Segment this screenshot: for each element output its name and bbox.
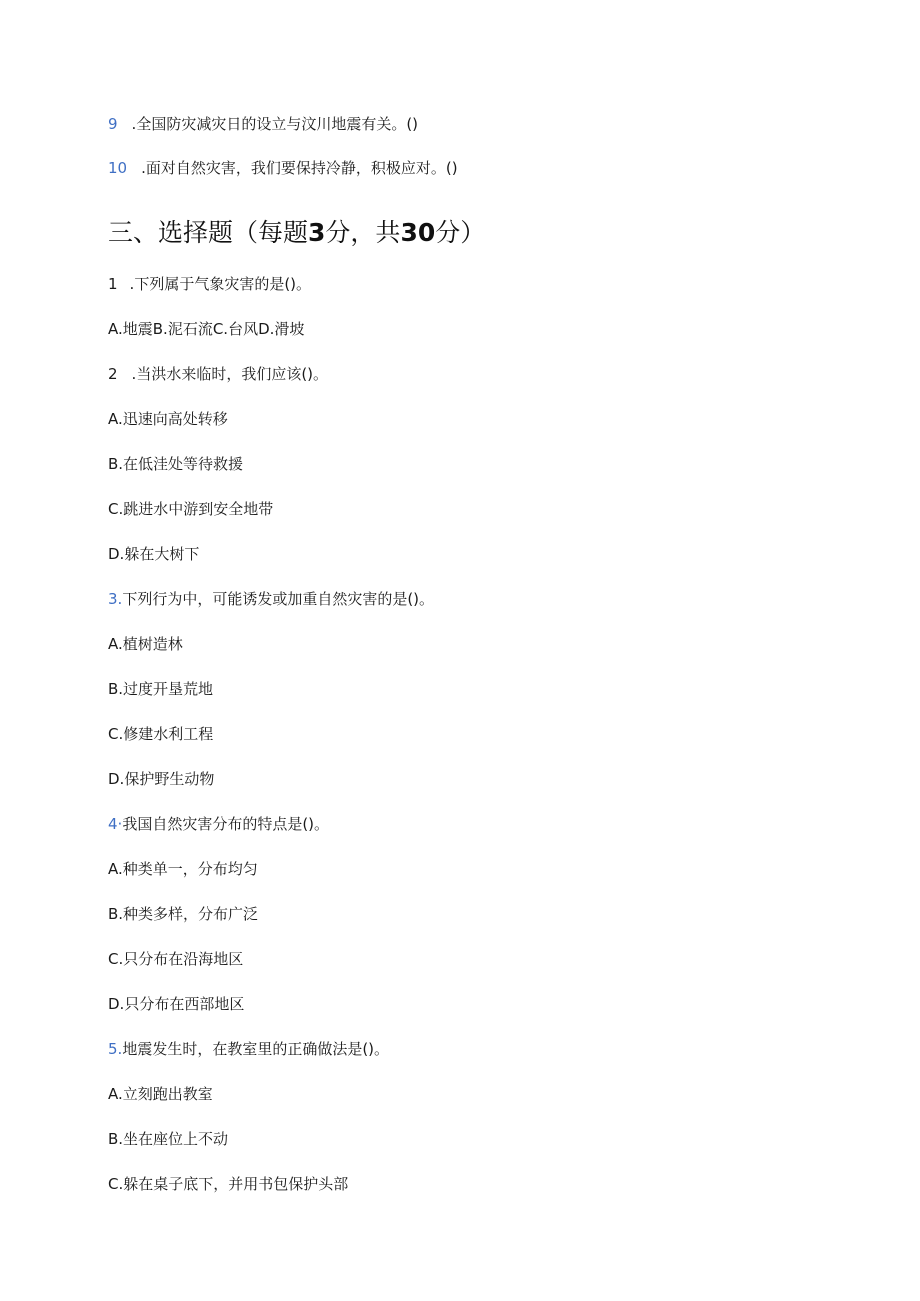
question-option: C.躲在桌子底下，并用书包保护头部 — [108, 1175, 349, 1193]
section-title: 三、选择题（每题3分，共30分） — [108, 218, 486, 247]
question-option: A.迅速向高处转移 — [108, 410, 228, 428]
judgement-item-9 — [108, 114, 418, 134]
question-text: 我国自然灾害分布的特点是()。 — [122, 815, 330, 833]
question-option: D.躲在大树下 — [108, 545, 200, 563]
question-option: B.种类多样，分布广泛 — [108, 905, 259, 923]
question-option: B.过度开垦荒地 — [108, 680, 214, 698]
question-option: C.跳进水中游到安全地带 — [108, 500, 274, 518]
question-text: .当洪水来临时，我们应该()。 — [131, 365, 329, 383]
question-option: A.地震B.泥石流C.台风D.滑坡 — [108, 320, 305, 338]
question-stem-3 — [108, 589, 434, 609]
question-number: 2 — [108, 365, 118, 383]
question-stem-4 — [108, 814, 329, 834]
question-number: 4· — [108, 815, 123, 833]
question-option: D.只分布在西部地区 — [108, 995, 245, 1013]
question-stem-5 — [108, 1039, 389, 1059]
judgement-item-10 — [108, 158, 458, 178]
question-option: A.立刻跑出教室 — [108, 1085, 213, 1103]
question-option: A.植树造林 — [108, 635, 183, 653]
question-number: 3. — [108, 590, 123, 608]
question-option: C.只分布在沿海地区 — [108, 950, 244, 968]
question-number: 1 — [108, 275, 118, 293]
question-option: D.保护野生动物 — [108, 770, 215, 788]
judgement-number: 9 — [108, 115, 118, 133]
question-stem-2 — [108, 364, 328, 384]
question-option: A.种类单一，分布均匀 — [108, 860, 258, 878]
question-option: B.在低洼处等待救援 — [108, 455, 244, 473]
question-text: 下列行为中，可能诱发或加重自然灾害的是()。 — [122, 590, 435, 608]
question-option: C.修建水利工程 — [108, 725, 214, 743]
question-text: .下列属于气象灾害的是()。 — [129, 275, 312, 293]
judgement-number: 10 — [108, 159, 128, 177]
question-stem-1 — [108, 274, 311, 294]
judgement-text: .全国防灾减灾日的设立与汶川地震有关。() — [131, 115, 419, 133]
judgement-text: .面对自然灾害，我们要保持冷静，积极应对。() — [141, 159, 458, 177]
question-text: 地震发生时，在教室里的正确做法是()。 — [122, 1040, 390, 1058]
question-option: B.坐在座位上不动 — [108, 1130, 229, 1148]
question-number: 5. — [108, 1040, 123, 1058]
